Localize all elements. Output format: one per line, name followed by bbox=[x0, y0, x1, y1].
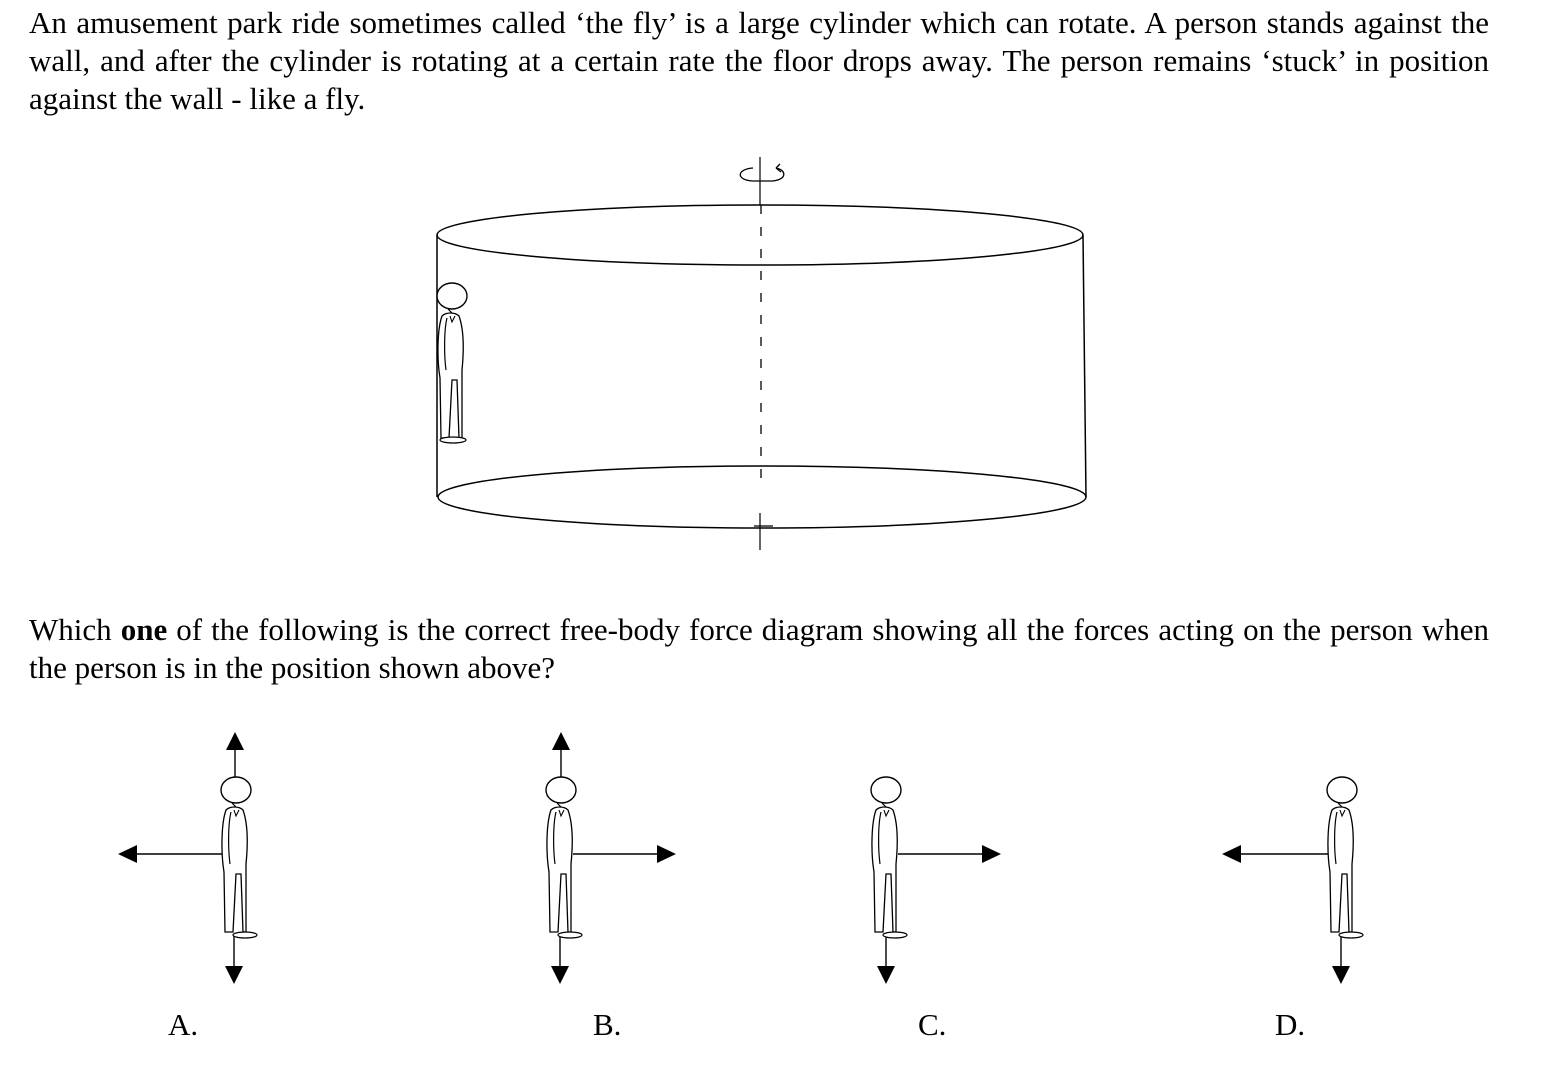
question-emphasis: one bbox=[120, 612, 168, 647]
option-b-diagram[interactable] bbox=[546, 732, 676, 984]
intro-paragraph: An amusement park ride sometimes called ‘the fly’ is a large cylinder which can rotate. A person stands against the wall, and after the cylinder is rotating at a certain rate the floor drops away. The person remains ‘stuck’ in position against the wall - like a fly. bbox=[29, 5, 1489, 116]
arrow-down-icon bbox=[877, 966, 895, 984]
option-b-label[interactable]: B. bbox=[593, 1007, 622, 1042]
option-c-label[interactable]: C. bbox=[918, 1007, 947, 1042]
option-d-label[interactable]: D. bbox=[1275, 1007, 1306, 1042]
option-a-diagram[interactable] bbox=[118, 732, 257, 984]
arrow-down-icon bbox=[225, 966, 243, 984]
arrow-right-icon bbox=[982, 845, 1001, 863]
arrow-left-icon bbox=[118, 845, 137, 863]
option-a-label[interactable]: A. bbox=[168, 1007, 199, 1042]
option-c-diagram[interactable] bbox=[871, 777, 1001, 984]
arrow-down-icon bbox=[551, 966, 569, 984]
arrow-up-icon bbox=[226, 732, 244, 750]
question-text-before: Which bbox=[29, 612, 121, 647]
arrow-up-icon bbox=[552, 732, 570, 750]
question-text-after: of the following is the correct free-body force diagram showing all the forces acting on the person when the person is in the position shown above? bbox=[29, 612, 1489, 685]
arrow-right-icon bbox=[657, 845, 676, 863]
arrow-left-icon bbox=[1222, 845, 1241, 863]
arrow-down-icon bbox=[1332, 966, 1350, 984]
option-d-diagram[interactable] bbox=[1222, 777, 1363, 984]
